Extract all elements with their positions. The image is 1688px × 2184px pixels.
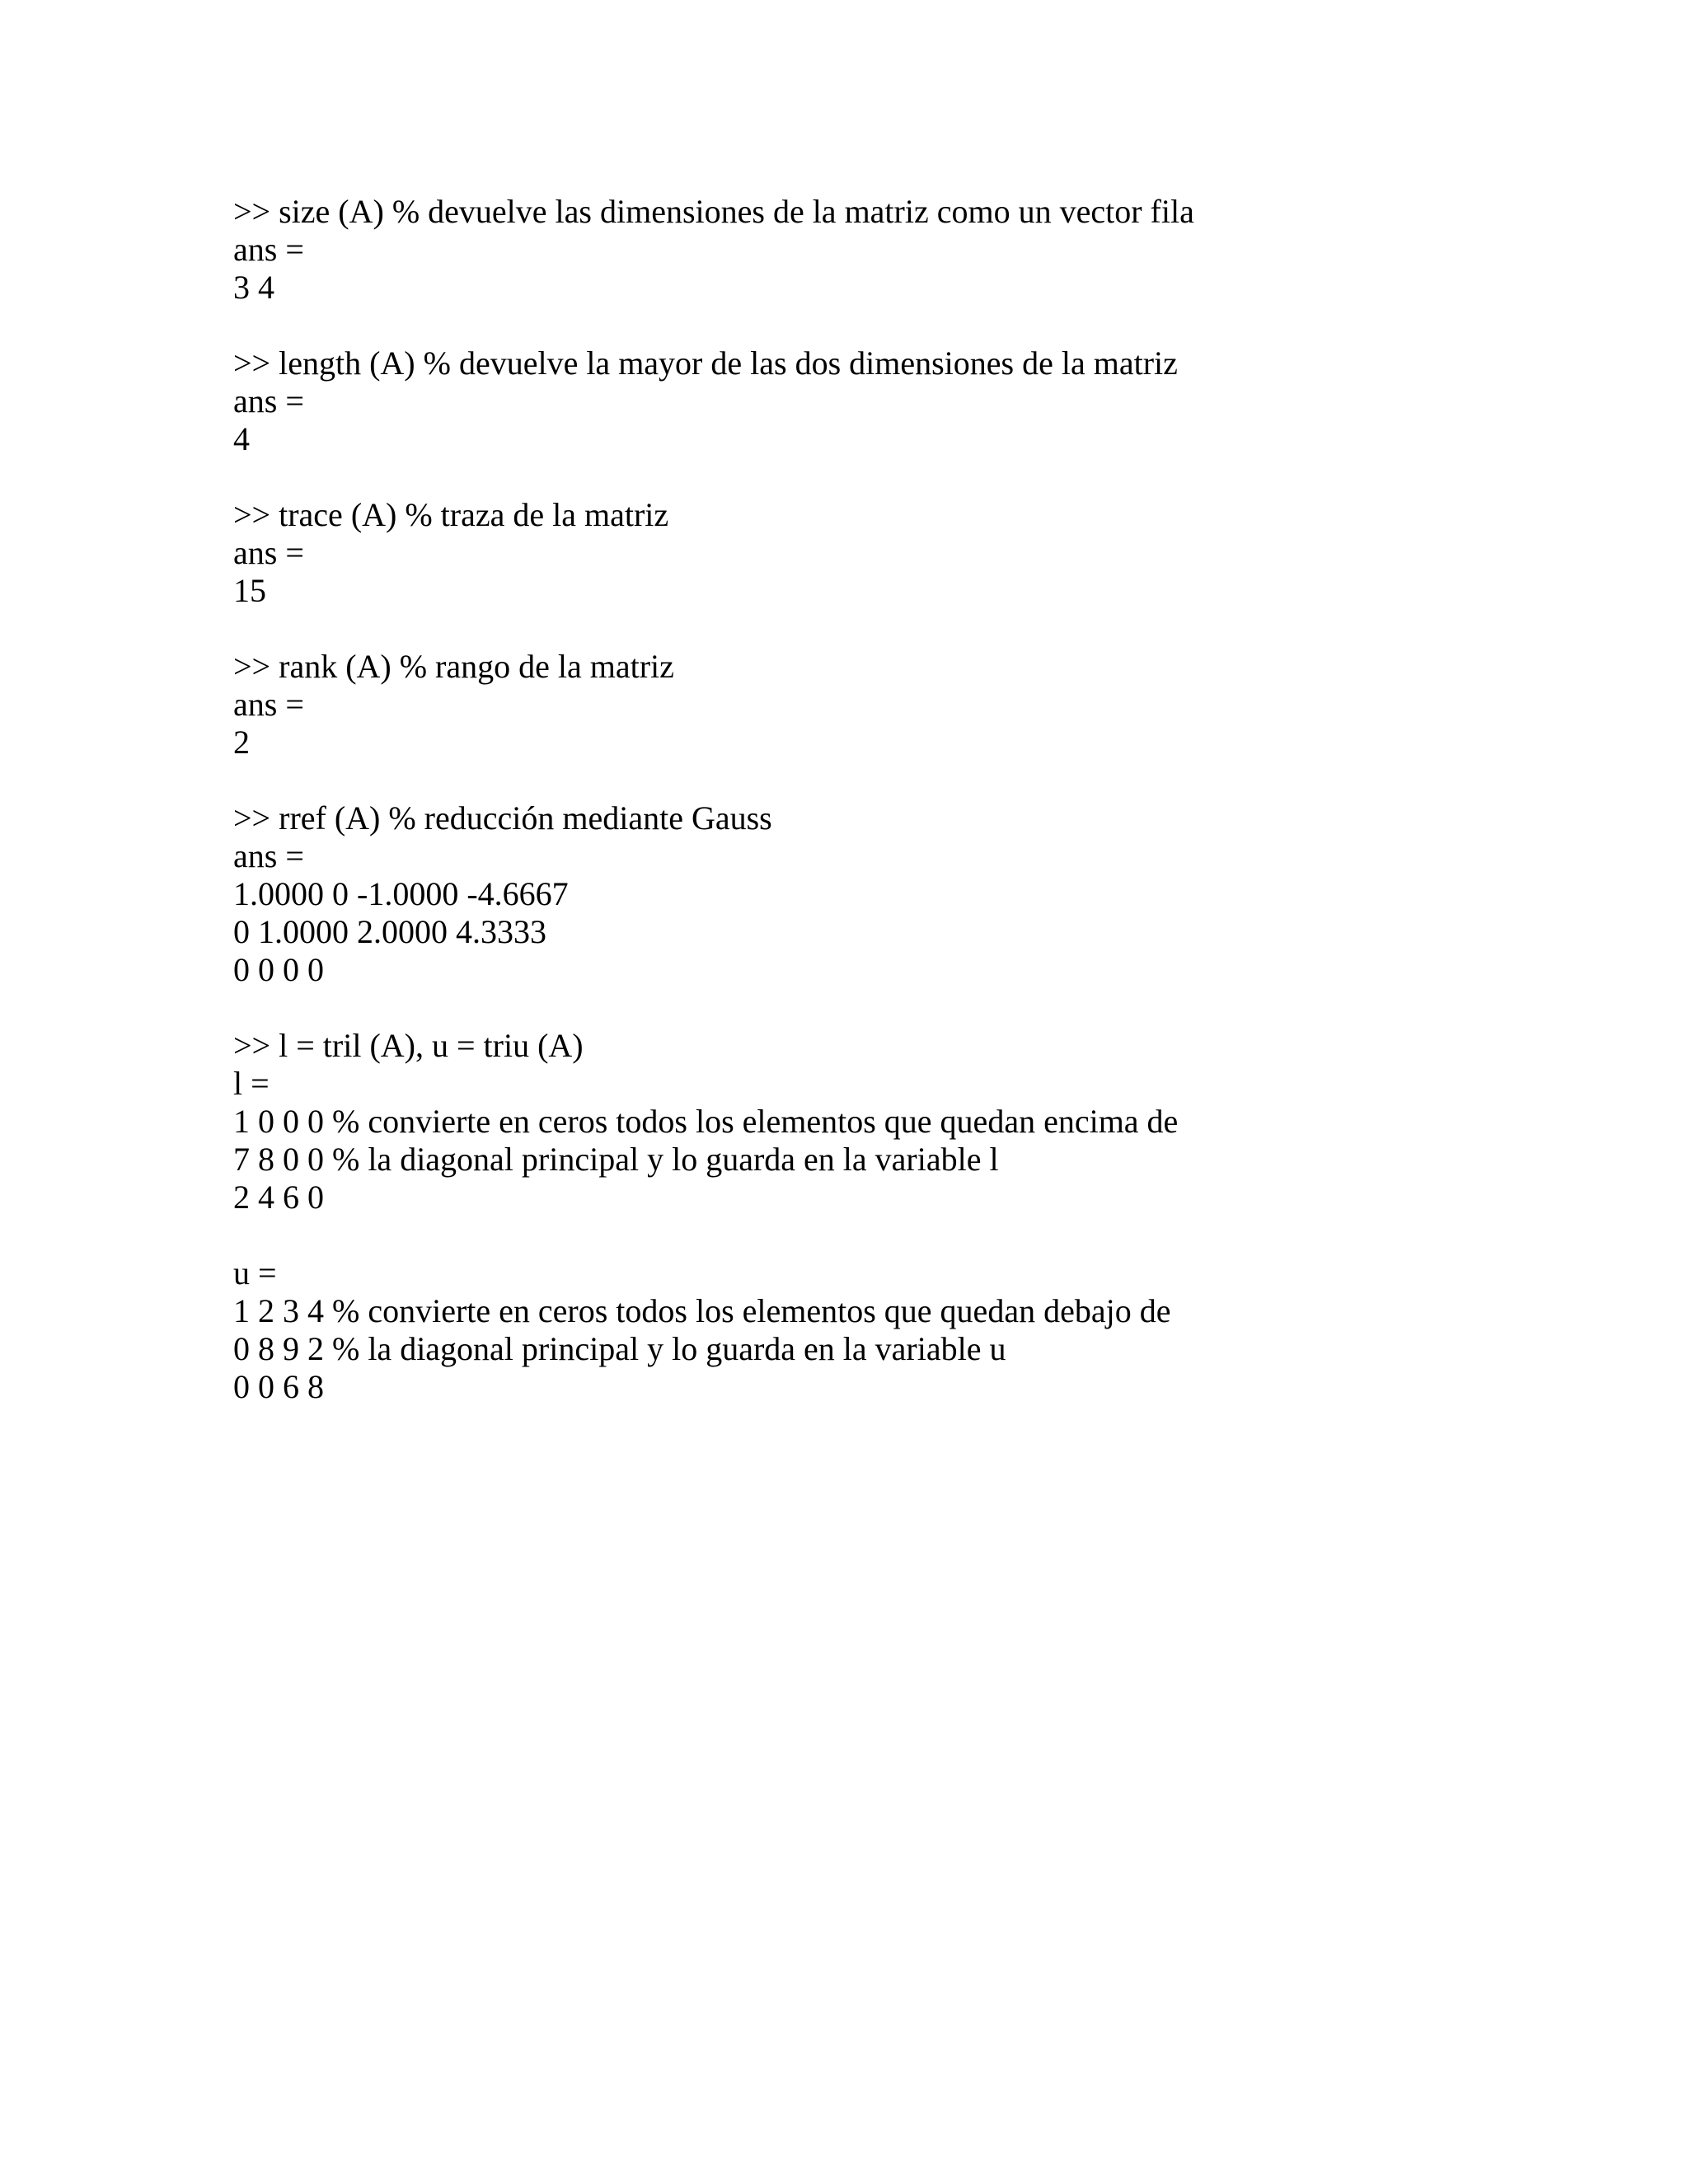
command-line: >> rref (A) % reducción mediante Gauss bbox=[233, 799, 772, 837]
triu-block bbox=[233, 1254, 1634, 1406]
matrix-row: 7 8 0 0 % la diagonal principal y lo guarda en la variable l bbox=[233, 1141, 999, 1178]
command-line: >> length (A) % devuelve la mayor de las dos dimensiones de la matriz bbox=[233, 344, 1178, 382]
rref-block bbox=[233, 799, 1634, 989]
command-line: >> trace (A) % traza de la matriz bbox=[233, 496, 669, 533]
tril-block bbox=[233, 1027, 1634, 1216]
command-line: >> l = tril (A), u = triu (A) bbox=[233, 1027, 584, 1064]
ans-label: ans = bbox=[233, 534, 304, 571]
variable-label: u = bbox=[233, 1254, 277, 1291]
matrix-row: 1 2 3 4 % convierte en ceros todos los elementos que quedan debajo de bbox=[233, 1292, 1171, 1329]
command-line: >> rank (A) % rango de la matriz bbox=[233, 648, 674, 685]
size-block bbox=[233, 193, 1634, 307]
ans-label: ans = bbox=[233, 686, 304, 723]
variable-label: l = bbox=[233, 1065, 270, 1102]
output-line: 4 bbox=[233, 420, 250, 457]
matrix-row: 1 0 0 0 % convierte en ceros todos los elementos que quedan encima de bbox=[233, 1103, 1179, 1140]
ans-label: ans = bbox=[233, 382, 304, 419]
output-line: 3 4 bbox=[233, 269, 274, 306]
matrix-row: 1.0000 0 -1.0000 -4.6667 bbox=[233, 875, 569, 912]
document-body bbox=[233, 193, 1634, 1444]
output-line: 15 bbox=[233, 572, 266, 609]
matrix-row: 0 1.0000 2.0000 4.3333 bbox=[233, 913, 546, 950]
rank-block bbox=[233, 648, 1634, 762]
length-block bbox=[233, 344, 1634, 458]
trace-block bbox=[233, 496, 1634, 610]
matrix-row: 2 4 6 0 bbox=[233, 1179, 324, 1216]
matrix-row: 0 8 9 2 % la diagonal principal y lo guarda en la variable u bbox=[233, 1330, 1006, 1367]
output-line: 2 bbox=[233, 724, 250, 761]
matrix-row: 0 0 0 0 bbox=[233, 951, 324, 988]
ans-label: ans = bbox=[233, 231, 304, 268]
command-line: >> size (A) % devuelve las dimensiones de la matriz como un vector fila bbox=[233, 193, 1194, 230]
ans-label: ans = bbox=[233, 837, 304, 874]
matrix-row: 0 0 6 8 bbox=[233, 1368, 324, 1405]
